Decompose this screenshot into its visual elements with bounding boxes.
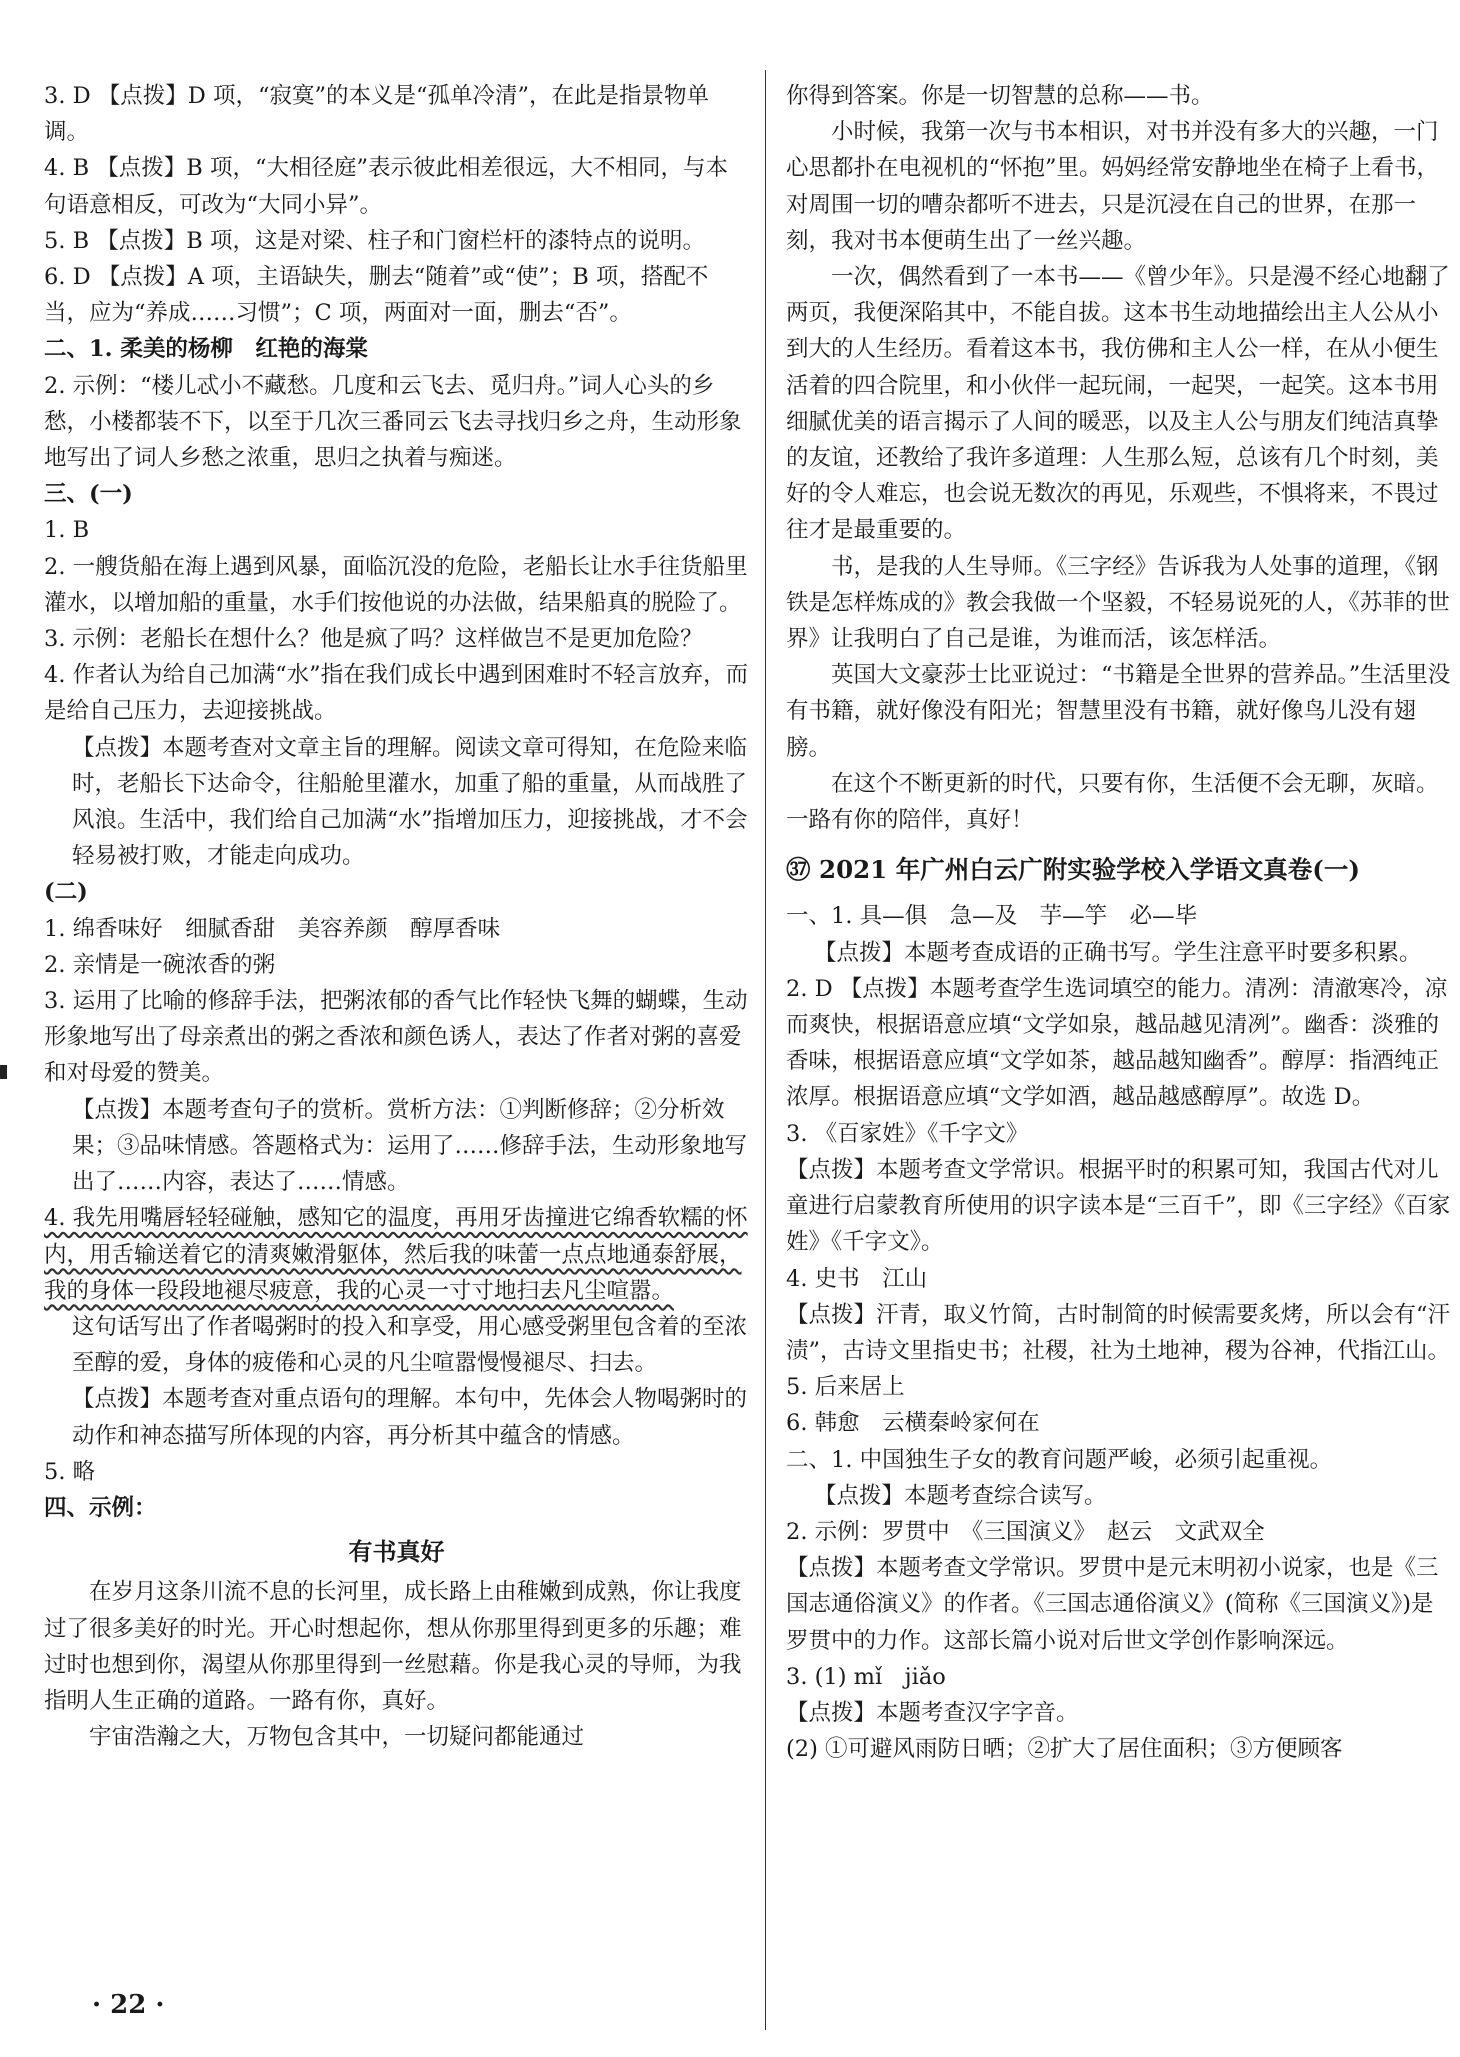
left-block: 1. 绵香味好 细腻香甜 美容养颜 醇厚香味 xyxy=(44,915,501,942)
right-block: 小时候，我第一次与书本相识，对书并没有多大的兴趣，一门心思都扑在电视机的“怀抱”里。妈妈经常安静地坐在椅子上看书，对周围一切的嘈杂都听不进去，只是沉浸在自己的世界，在那一刻，我对书本便萌生出了一丝兴趣。 xyxy=(786,119,1440,254)
left-block: 5. B 【点拨】B 项，这是对梁、柱子和门窗栏杆的漆特点的说明。 xyxy=(44,227,705,254)
right-block: 你得到答案。你是一切智慧的总称——书。 xyxy=(786,83,1214,109)
left-block: 3. D 【点拨】D 项，“寂寞”的本义是“孤单冷清”，在此是指景物单调。 xyxy=(44,83,710,146)
left-block: 【点拨】本题考查对文章主旨的理解。阅读文章可得知，在危险来临时，老船长下达命令，往船舱里灌水，加重了船的重量，从而战胜了风浪。生活中，我们给自己加满“水”指增加压力，迎接挑战，才不会轻易被打败，才能走向成功。 xyxy=(72,734,748,870)
right-block: 6. 韩愈 云横秦岭家何在 xyxy=(786,1410,1040,1437)
left-block: 2. 示例：“楼儿忒小不藏愁。几度和云飞去、觅归舟。”词人心头的乡愁，小楼都装不下，以至于几次三番同云飞去寻找归乡之舟，生动形象地写出了词人乡愁之浓重，思归之执着与痴迷。 xyxy=(44,372,742,472)
right-block: 书，是我的人生导师。《三字经》告诉我为人处事的道理，《钢铁是怎样炼成的》教会我做一个坚毅，不轻易说死的人，《苏菲的世界》让我明白了自己是谁，为谁而活，该怎样活。 xyxy=(786,553,1450,653)
left-block: 5. 略 xyxy=(44,1458,96,1485)
right-block: 二、1. 中国独生子女的教育问题严峻，必须引起重视。 xyxy=(786,1446,1333,1473)
right-block: 【点拨】本题考查文学常识。根据平时的积累可知，我国古代对儿童进行启蒙教育所使用的识字读本是“三百千”，即《三字经》《百家姓》《千字文》。 xyxy=(786,1156,1451,1256)
left-block: 这句话写出了作者喝粥时的投入和享受，用心感受粥里包含着的至浓至醇的爱，身体的疲倦和心灵的凡尘喧嚣慢慢褪尽、扫去。 xyxy=(72,1313,748,1377)
right-block: ㊲ 2021 年广州白云广附实验学校入学语文真卷(一) xyxy=(786,855,1360,885)
left-block: 4. 作者认为给自己加满“水”指在我们成长中遇到困难时不轻言放弃，而是给自己压力，去迎接挑战。 xyxy=(44,662,749,725)
right-block: 英国大文豪莎士比亚说过：“书籍是全世界的营养品。”生活里没有书籍，就好像没有阳光；智慧里没有书籍，就好像鸟儿没有翅膀。 xyxy=(786,662,1451,761)
left-column xyxy=(44,78,749,1755)
left-block: 四、示例： xyxy=(44,1494,157,1521)
column-divider xyxy=(765,70,766,2030)
right-block: 【点拨】本题考查成语的正确书写。学生注意平时要多积累。 xyxy=(814,939,1422,966)
left-block: 【点拨】本题考查对重点语句的理解。本句中，先体会人物喝粥时的动作和神态描写所体现的内容，再分析其中蕴含的情感。 xyxy=(72,1386,748,1449)
right-block: 【点拨】本题考查综合读写。 xyxy=(814,1482,1107,1509)
right-block: 2. D 【点拨】本题考查学生选词填空的能力。清冽：清澈寒冷，凉而爽快，根据语意应填“文学如泉，越品越见清冽”。幽香：淡雅的香味，根据语意应填“文学如茶，越品越知幽香”。醇厚：指酒纯正浓厚。根据语意应填“文学如酒，越品越感醇厚”。故选 D。 xyxy=(786,975,1448,1111)
margin-mark xyxy=(0,1065,7,1079)
left-block: 3. 示例：老船长在想什么？他是疯了吗？这样做岂不是更加危险？ xyxy=(44,626,703,653)
left-block: 1. B xyxy=(44,517,90,544)
right-block: 【点拨】本题考查汉字字音。 xyxy=(786,1699,1079,1726)
left-block: 三、(一) xyxy=(44,481,133,508)
right-block: 一、1. 具—俱 急—及 芋—竽 必—毕 xyxy=(786,903,1198,930)
left-block: 【点拨】本题考查句子的赏析。赏析方法：①判断修辞；②分析效果；③品味情感。答题格式为：运用了……修辞手法，生动形象地写出了……内容，表达了……情感。 xyxy=(72,1096,748,1196)
left-block: 在岁月这条川流不息的长河里，成长路上由稚嫩到成熟，你让我度过了很多美好的时光。开心时想起你，想从你那里得到更多的乐趣；难过时也想到你，渴望从你那里得到一丝慰藉。你是我心灵的导师，为我指明人生正确的道路。一路有你，真好。 xyxy=(44,1579,742,1714)
left-block: (二) xyxy=(44,879,88,906)
left-block: 6. D 【点拨】A 项，主语缺失，删去“随着”或“使”；B 项，搭配不当，应为“养成……习惯”；C 项，两面对一面，删去“否”。 xyxy=(44,264,709,327)
page-number: · 22 · xyxy=(92,1990,165,2020)
right-block: 【点拨】本题考查文学常识。罗贯中是元末明初小说家，也是《三国志通俗演义》的作者。《三国志通俗演义》(简称《三国演义》)是罗贯中的力作。这部长篇小说对后世文学创作影响深远。 xyxy=(786,1555,1439,1654)
right-block: 3. (1) mǐ jiǎo xyxy=(786,1663,946,1690)
right-block: 5. 后来居上 xyxy=(786,1374,905,1401)
right-block: (2) ①可避风雨防日晒；②扩大了居住面积；③方便顾客 xyxy=(786,1736,1343,1763)
right-block: 在这个不断更新的时代，只要有你，生活便不会无聊，灰暗。一路有你的陪伴，真好！ xyxy=(786,770,1439,834)
left-block: 有书真好 xyxy=(348,1537,445,1567)
left-block: 4. 我先用嘴唇轻轻碰触，感知它的温度，再用牙齿撞进它绵香软糯的怀内，用舌输送着它的清爽嫩滑躯体，然后我的味蕾一点点地通泰舒展，我的身体一段段地褪尽疲意，我的心灵一寸寸地扫去凡尘喧嚣。 xyxy=(44,1205,748,1304)
left-block: 2. 亲情是一碗浓香的粥 xyxy=(44,951,276,978)
right-block: 2. 示例：罗贯中 《三国演义》 赵云 文武双全 xyxy=(786,1518,1265,1545)
right-block: 4. 史书 江山 xyxy=(786,1265,928,1292)
right-column xyxy=(786,78,1456,1767)
left-block: 二、1. 柔美的杨柳 红艳的海棠 xyxy=(44,336,368,363)
left-block: 2. 一艘货船在海上遇到风暴，面临沉没的危险，老船长让水手往货船里灌水，以增加船的重量，水手们按他说的办法做，结果船真的脱险了。 xyxy=(44,553,748,616)
right-block: 【点拨】汗青，取义竹简，古时制简的时候需要炙烤，所以会有“汗渍”，古诗文里指史书；社稷，社为土地神，稷为谷神，代指江山。 xyxy=(786,1301,1451,1364)
right-block: 3. 《百家姓》《千字文》 xyxy=(786,1120,1029,1147)
right-block: 一次，偶然看到了一本书——《曾少年》。只是漫不经心地翻了两页，我便深陷其中，不能自拔。这本书生动地描绘出主人公从小到大的人生经历。看着这本书，我仿佛和主人公一样，在从小便生活着的四合院里，和小伙伴一起玩闹，一起哭，一起笑。这本书用细腻优美的语言揭示了人间的暖恶，以及主人公与朋友们纯洁真挚的友谊，还教给了我许多道理：人生那么短，总该有几个时刻，美好的令人难忘，也会说无数次的再见，乐观些，不惧将来，不畏过往才是最重要的。 xyxy=(786,264,1450,544)
left-block: 3. 运用了比喻的修辞手法，把粥浓郁的香气比作轻快飞舞的蝴蝶，生动形象地写出了母亲煮出的粥之香浓和颜色诱人，表达了作者对粥的喜爱和对母爱的赞美。 xyxy=(44,988,748,1087)
left-block: 4. B 【点拨】B 项，“大相径庭”表示彼此相差很远，大不相同，与本句语意相反，可改为“大同小异”。 xyxy=(44,155,728,218)
left-block: 宇宙浩瀚之大，万物包含其中，一切疑问都能通过 xyxy=(89,1724,585,1751)
